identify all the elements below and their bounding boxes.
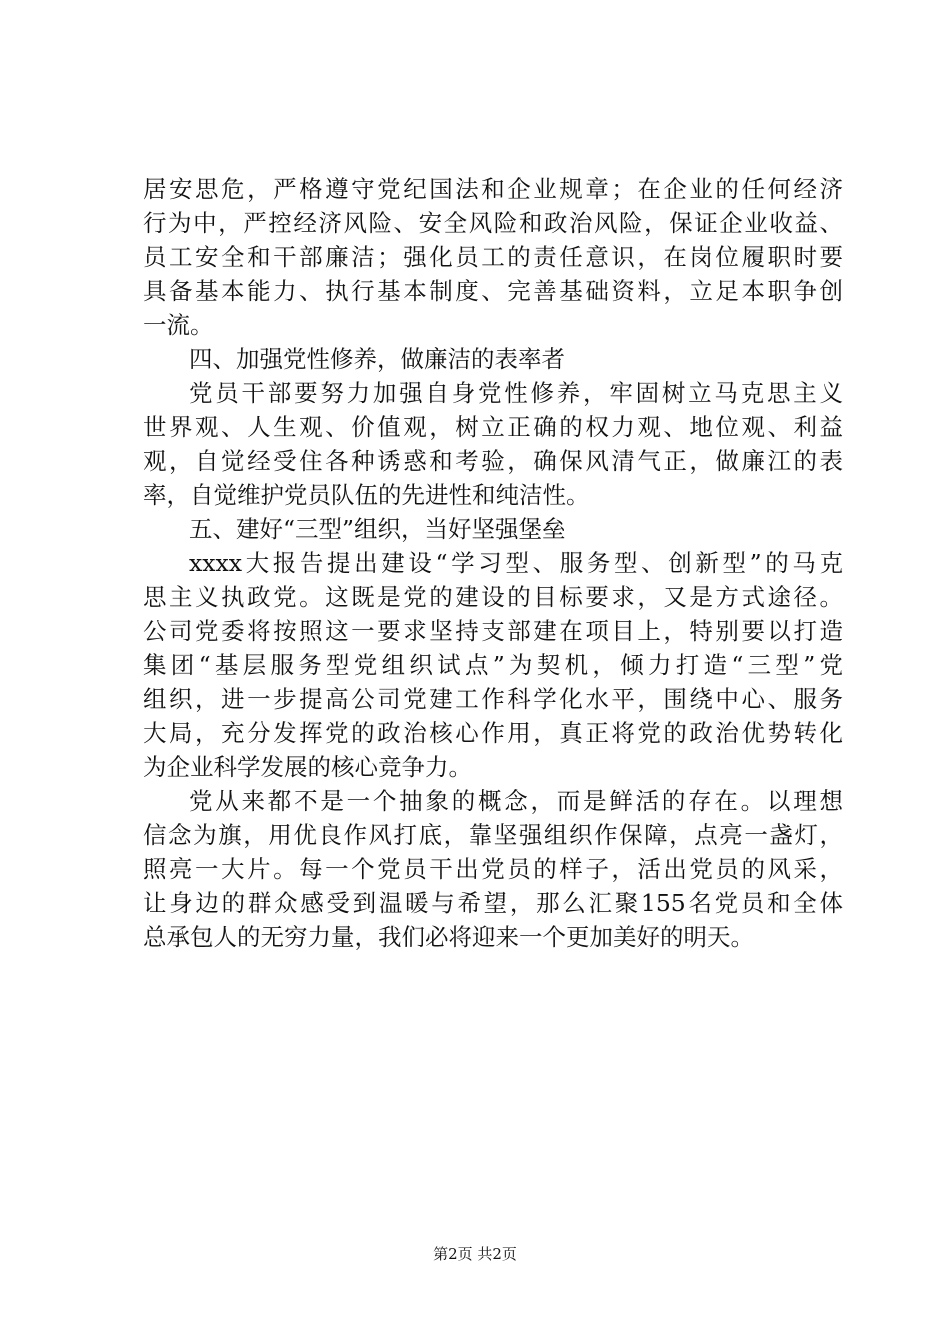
text-line: 党员干部要努力加强自身党性修养，牢固树立马克思主义 <box>189 379 843 407</box>
text-line: 观，自觉经受住各种诱惑和考验，确保风清气正，做廉江的表 <box>143 447 843 475</box>
text-line: 大局，充分发挥党的政治核心作用，真正将党的政治优势转化 <box>143 719 843 747</box>
text-line: 让身边的群众感受到温暖与希望，那么汇聚155名党员和全体 <box>143 889 843 917</box>
text-line: 照亮一大片。每一个党员干出党员的样子，活出党员的风采， <box>143 855 843 883</box>
text-line: 信念为旗，用优良作风打底，靠坚强组织作保障，点亮一盏灯， <box>143 821 843 849</box>
text-line: 集团“基层服务型党组织试点”为契机，倾力打造“三型”党 <box>143 651 843 679</box>
text-line: 一流。 <box>143 311 214 339</box>
text-line: 率，自觉维护党员队伍的先进性和纯洁性。 <box>143 481 590 509</box>
document-body <box>143 172 843 954</box>
text-line: 员工安全和干部廉洁；强化员工的责任意识，在岗位履职时要 <box>143 243 843 271</box>
section-heading-5: 五、建好“三型”组织，当好坚强堡垒 <box>189 515 566 543</box>
text-line: 党从来都不是一个抽象的概念，而是鲜活的存在。以理想 <box>189 787 843 815</box>
text-line: 居安思危，严格遵守党纪国法和企业规章；在企业的任何经济 <box>143 175 843 203</box>
text-line: 组织，进一步提高公司党建工作科学化水平，围绕中心、服务 <box>143 685 843 713</box>
text-line: 为企业科学发展的核心竞争力。 <box>143 753 472 781</box>
text-line: xxxx大报告提出建设“学习型、服务型、创新型”的马克 <box>189 549 843 577</box>
text-line: 行为中，严控经济风险、安全风险和政治风险，保证企业收益、 <box>143 209 843 237</box>
text-line: 公司党委将按照这一要求坚持支部建在项目上，特别要以打造 <box>143 617 843 645</box>
text-line: 总承包人的无穷力量，我们必将迎来一个更加美好的明天。 <box>143 923 754 951</box>
text-line: 具备基本能力、执行基本制度、完善基础资料，立足本职争创 <box>143 277 843 305</box>
section-heading-4: 四、加强党性修养，做廉洁的表率者 <box>189 345 565 373</box>
text-line: 思主义执政党。这既是党的建设的目标要求，又是方式途径。 <box>143 583 843 611</box>
page-number-footer: 第2页 共2页 <box>433 1245 517 1263</box>
text-line: 世界观、人生观、价值观，树立正确的权力观、地位观、利益 <box>143 413 843 441</box>
